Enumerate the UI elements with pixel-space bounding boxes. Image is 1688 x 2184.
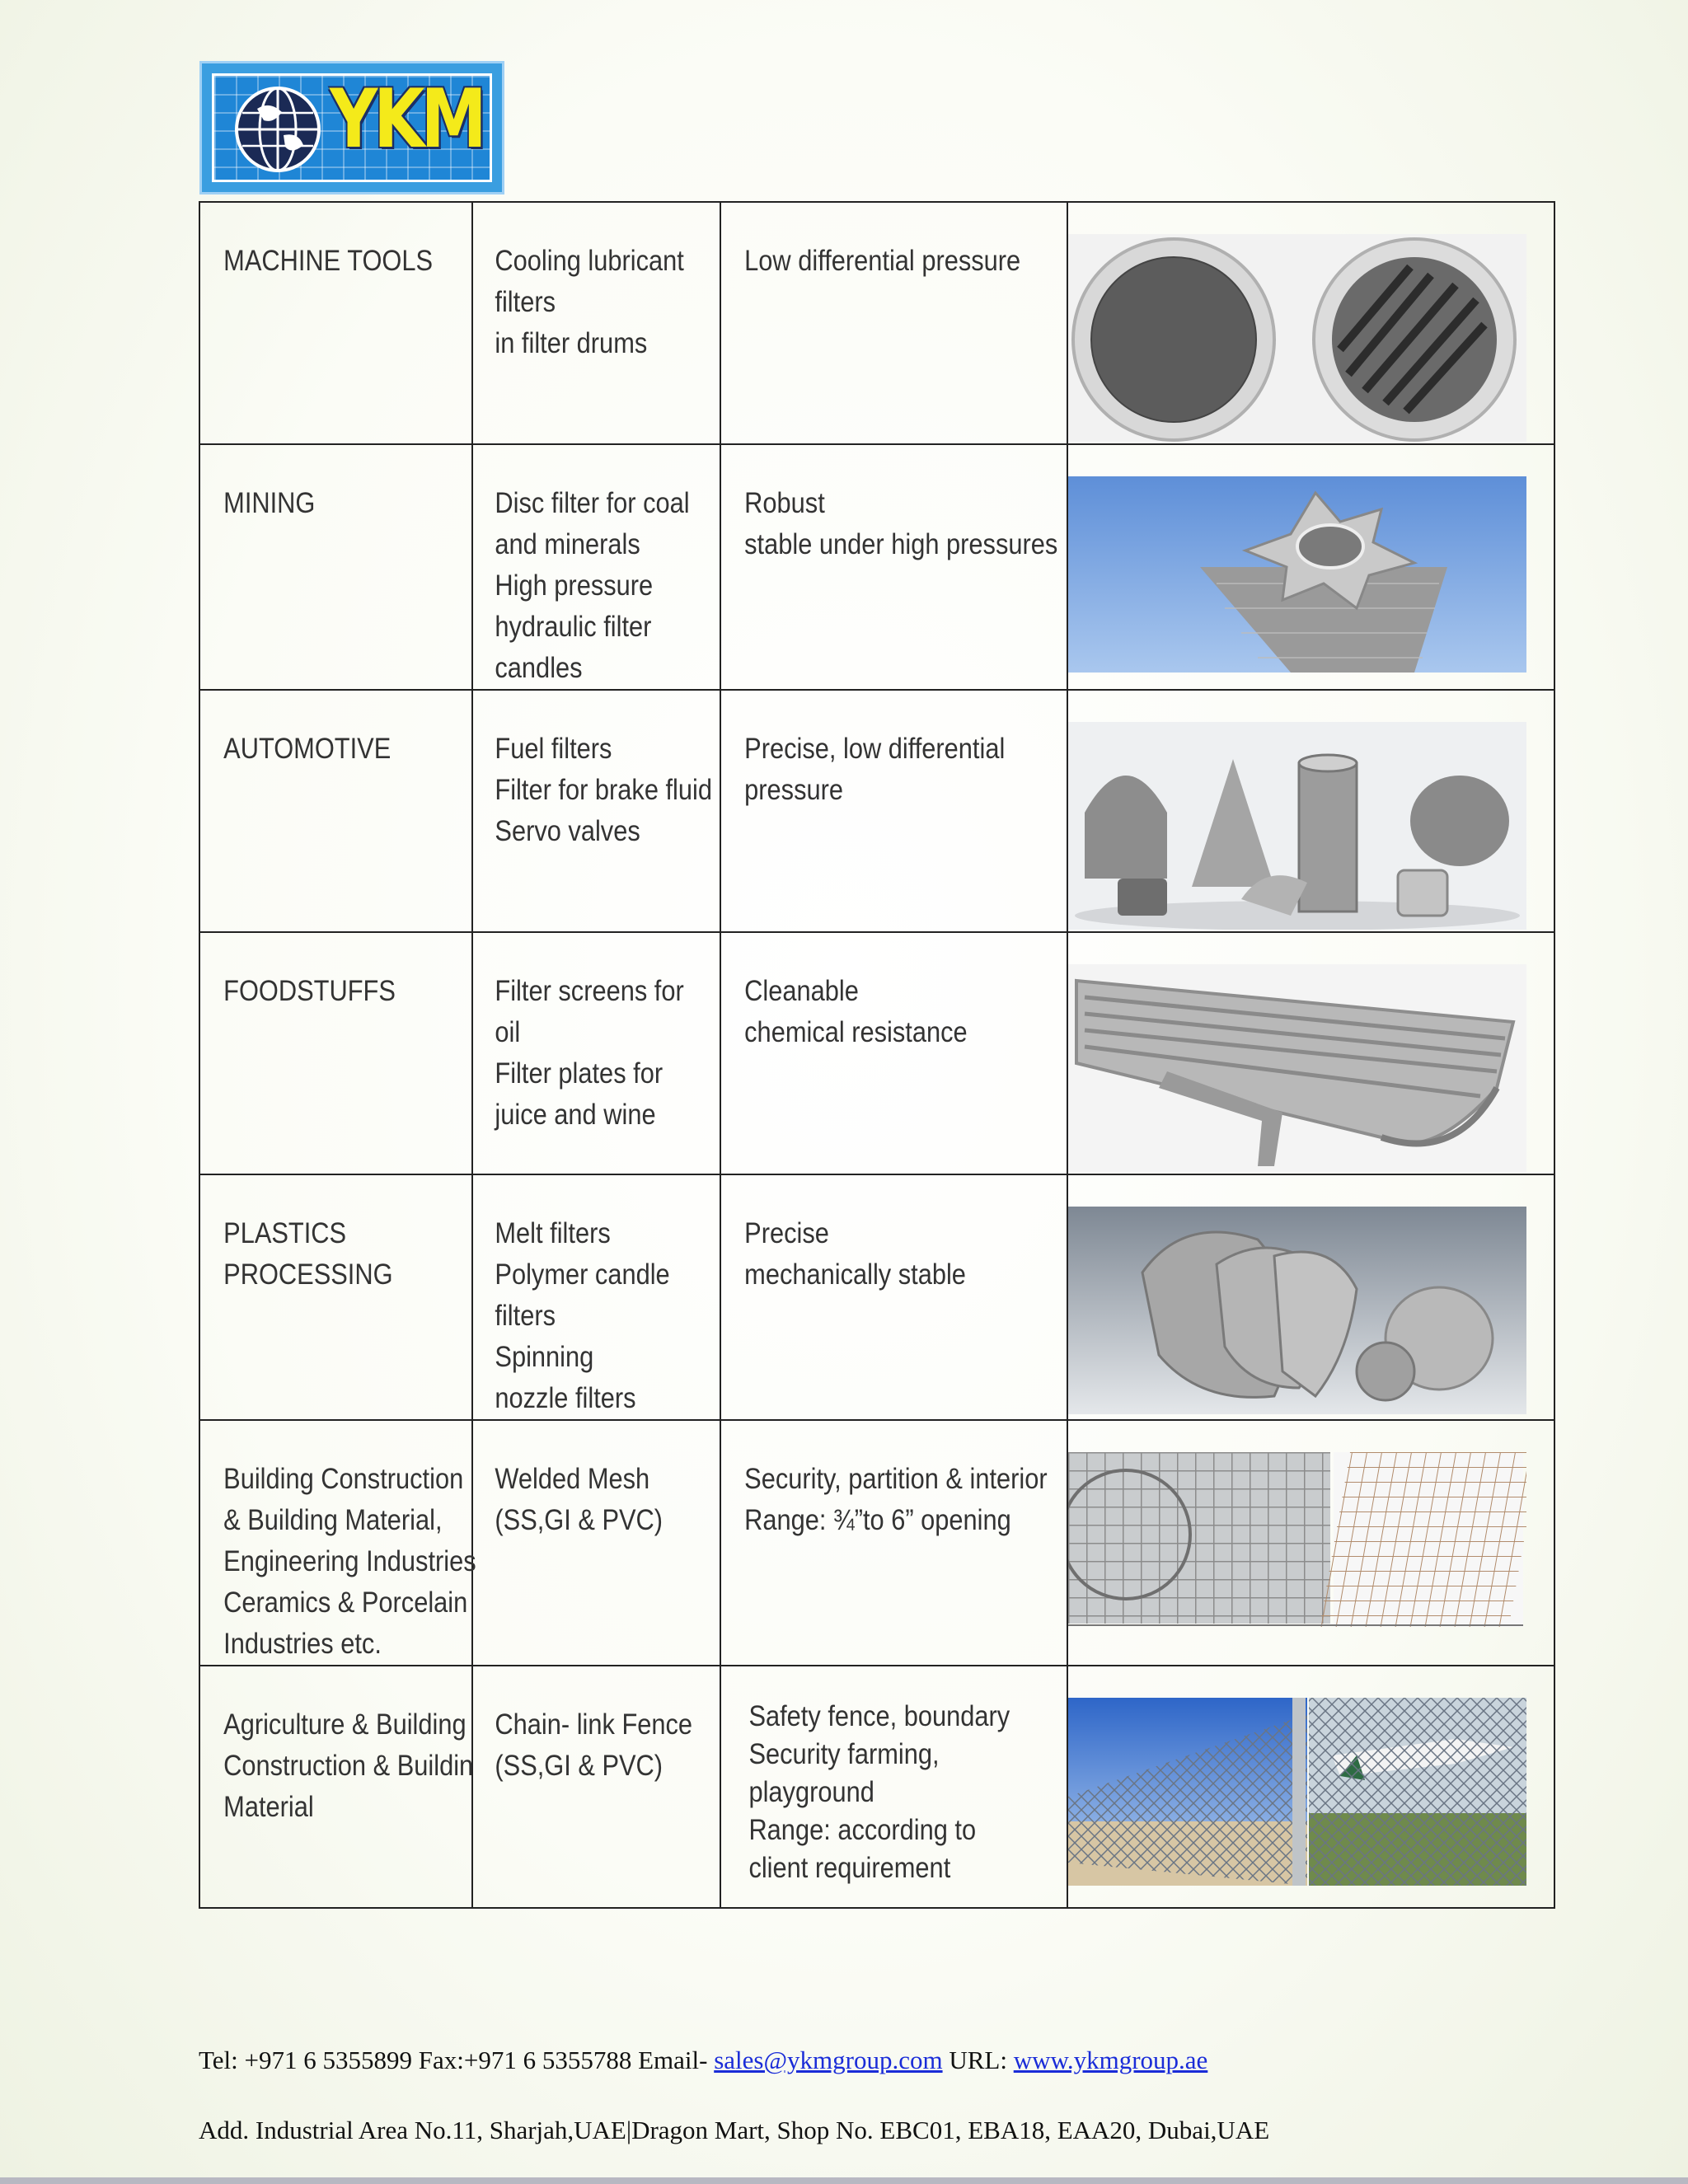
table-row	[199, 1666, 1554, 1908]
table-row	[199, 1420, 1554, 1666]
table-row	[199, 1174, 1554, 1420]
product-image-cell	[1067, 1174, 1554, 1420]
products-cell: Welded Mesh (SS,GI & PVC)	[472, 1420, 720, 1666]
features-cell: Precise mechanically stable	[720, 1174, 1067, 1420]
features-cell: Low differential pressure	[720, 202, 1067, 444]
star-filter-candle-image	[1068, 476, 1526, 673]
features-cell: Cleanable chemical resistance	[720, 932, 1067, 1174]
products-cell: Cooling lubricant filters in filter drums	[472, 202, 720, 444]
industry-cell: Agriculture & Building Construction & Buildin Material	[199, 1666, 472, 1908]
products-cell: Disc filter for coal and minerals High pressure hydraulic filter candles	[472, 444, 720, 690]
industry-cell: AUTOMOTIVE	[199, 690, 472, 932]
product-image-cell	[1067, 202, 1554, 444]
industry-cell: PLASTICS PROCESSING	[199, 1174, 472, 1420]
industry-cell: FOODSTUFFS	[199, 932, 472, 1174]
logo-text: YKM	[330, 73, 483, 166]
address-line: Add. Industrial Area No.11, Sharjah,UAE|Dragon Mart, Shop No. EBC01, EBA18, EAA20, Dubai,UAE	[199, 2116, 1270, 2144]
products-cell: Melt filters Polymer candle filters Spinning nozzle filters	[472, 1174, 720, 1420]
features-cell: Precise, low differential pressure	[720, 690, 1067, 932]
email-link[interactable]: sales@ykmgroup.com	[714, 2046, 943, 2074]
product-image-cell	[1067, 932, 1554, 1174]
features-cell: Robust stable under high pressures	[720, 444, 1067, 690]
assorted-strainers-image	[1068, 722, 1526, 930]
chain-link-fence-image	[1068, 1698, 1526, 1886]
circular-mesh-filter-image	[1068, 234, 1526, 442]
industry-cell: MACHINE TOOLS	[199, 202, 472, 444]
table-row	[199, 932, 1554, 1174]
table-row	[199, 444, 1554, 690]
contact-line	[199, 2046, 1207, 2075]
ykm-logo	[199, 61, 504, 194]
industry-cell: MINING	[199, 444, 472, 690]
welded-mesh-image	[1068, 1452, 1526, 1627]
globe-icon	[232, 84, 323, 175]
page-bottom-edge	[0, 2177, 1688, 2184]
industry-cell: Building Construction & Building Material, Engineering Industries Ceramics & Porcelain Industries etc.	[199, 1420, 472, 1666]
melt-filter-packs-image	[1068, 1207, 1526, 1414]
product-table	[199, 201, 1555, 1909]
table-row	[199, 690, 1554, 932]
table-row	[199, 202, 1554, 444]
products-cell: Fuel filters Filter for brake fluid Servo valves	[472, 690, 720, 932]
logo-grid	[212, 73, 492, 182]
products-cell: Chain- link Fence (SS,GI & PVC)	[472, 1666, 720, 1908]
features-cell: Security, partition & interior Range: ¾”to 6” opening	[720, 1420, 1067, 1666]
product-image-cell	[1067, 1420, 1554, 1666]
url-label: URL:	[942, 2046, 1014, 2074]
product-image-cell	[1067, 444, 1554, 690]
products-cell: Filter screens for oil Filter plates for juice and wine	[472, 932, 720, 1174]
product-image-cell	[1067, 690, 1554, 932]
features-cell: Safety fence, boundary Security farming, playground Range: according to client requirement	[720, 1666, 1067, 1908]
product-image-cell	[1067, 1666, 1554, 1908]
contact-text: Tel: +971 6 5355899 Fax:+971 6 5355788 Email-	[199, 2046, 715, 2074]
wedge-wire-screen-image	[1068, 964, 1526, 1172]
website-link[interactable]: www.ykmgroup.ae	[1013, 2046, 1208, 2074]
